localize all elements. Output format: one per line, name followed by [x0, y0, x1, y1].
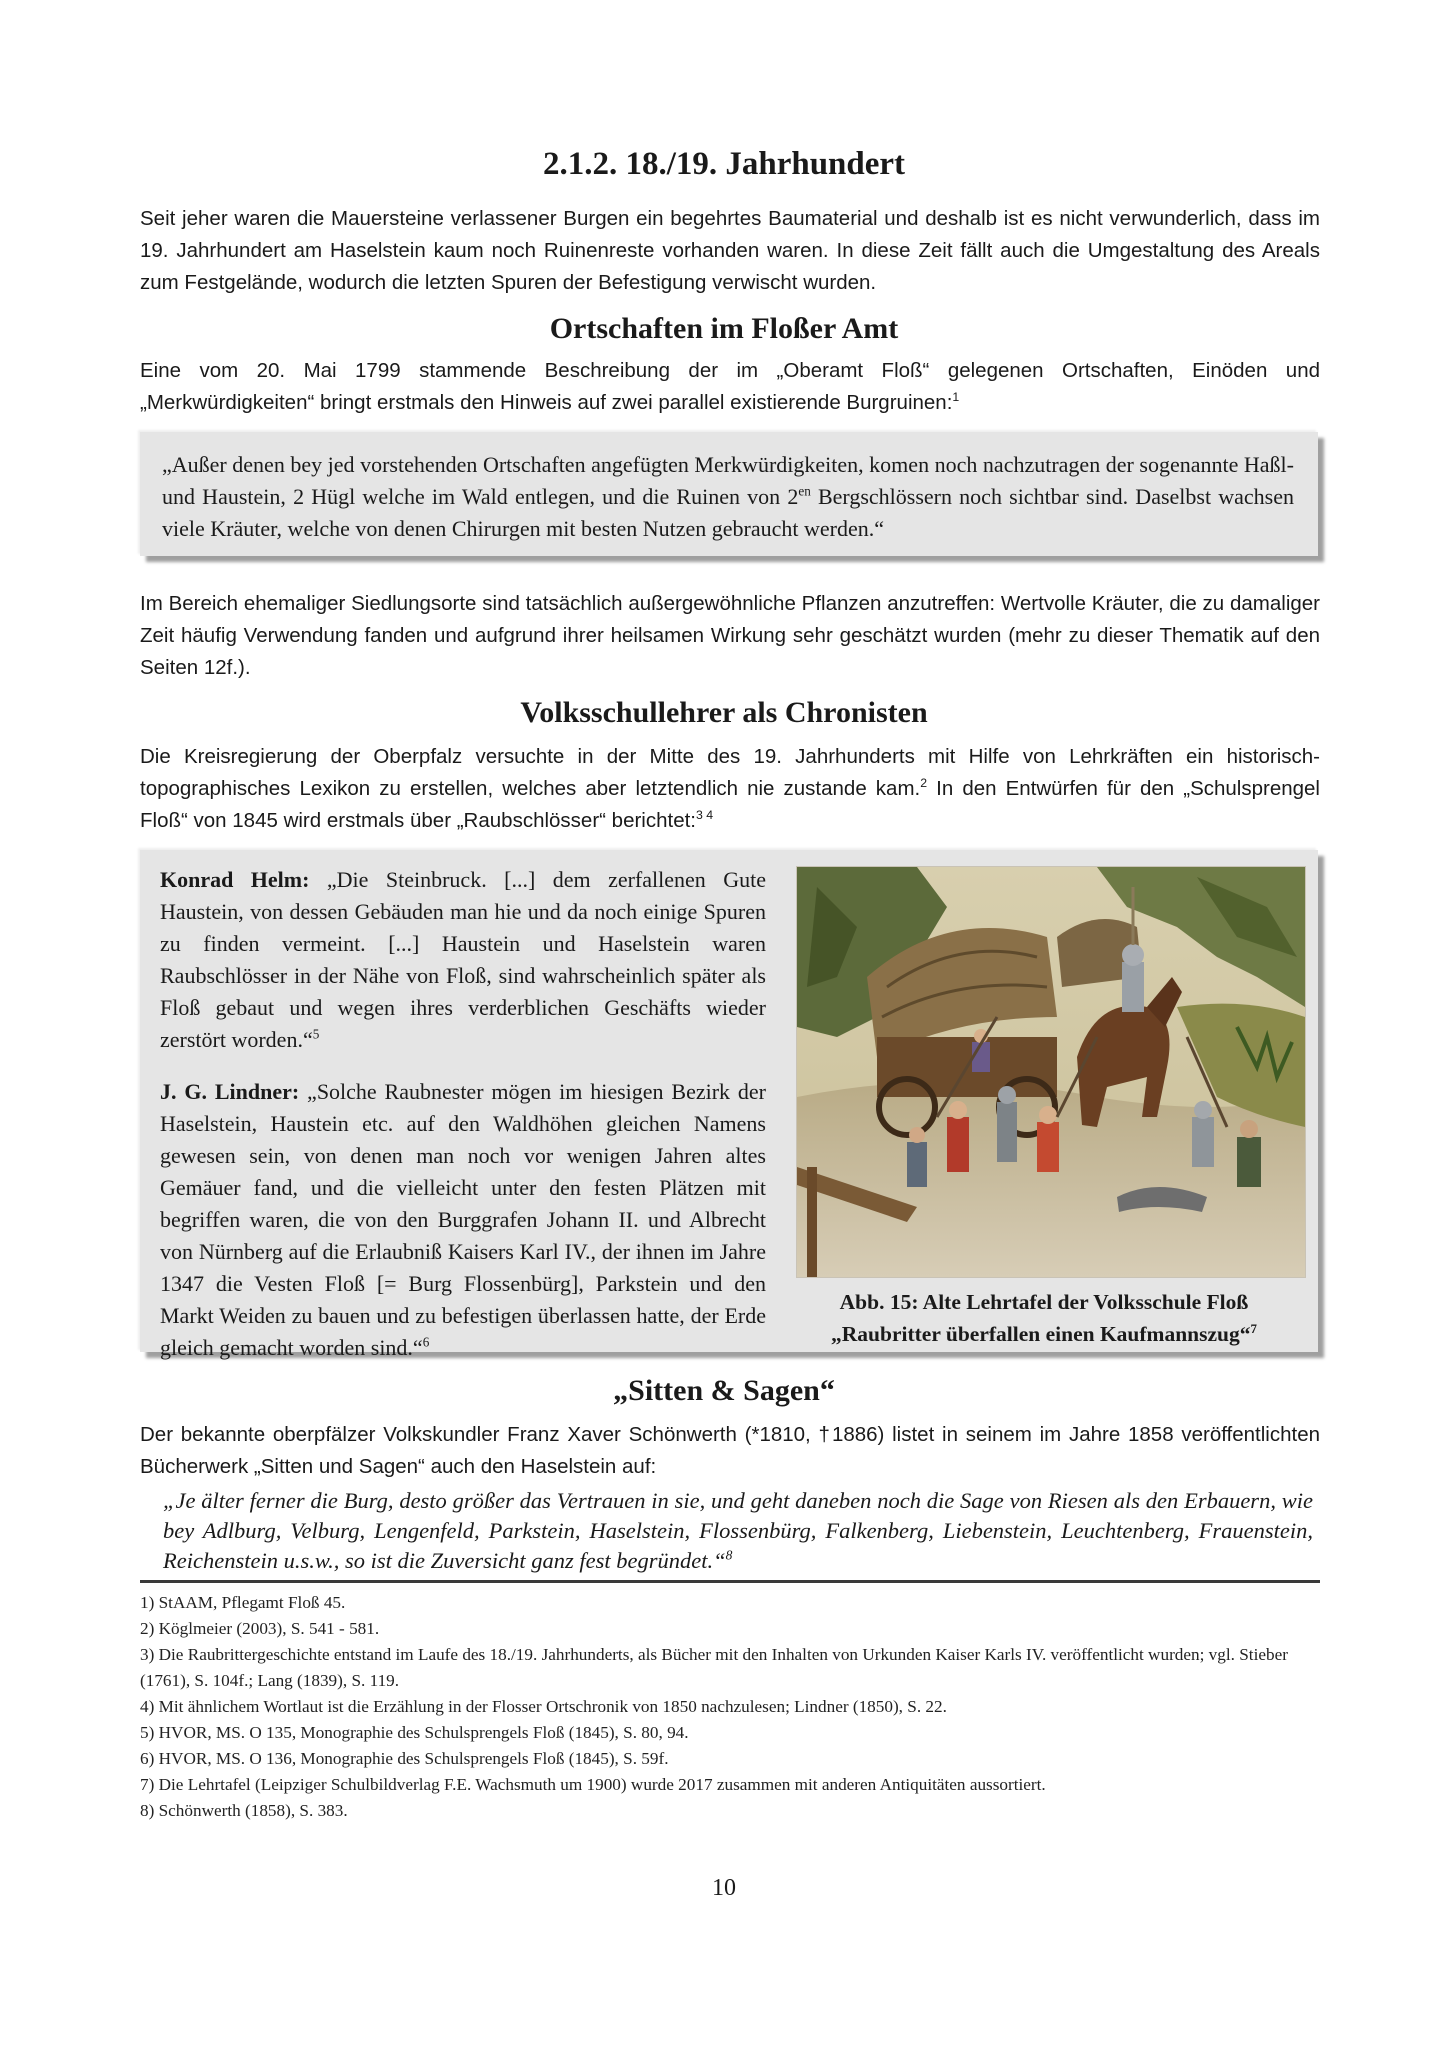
section-title-sitten-sagen: „Sitten & Sagen“ — [613, 1374, 835, 1407]
footnote-ref: 2 — [920, 776, 928, 791]
quote-helm: Konrad Helm: „Die Steinbruck. [...] dem zerfallenen Gute Haustein, von dessen Gebäuden man hie und da noch einige Spuren zu finden vermeint. [...] Haustein und Haselstein waren Raubschlösser in der Nähe von Floß, sind wahrscheinlich später als Floß gebaut und wegen ihres verderblichen Geschäfts wieder zerstört worden.“$^5$ — [160, 867, 766, 1052]
footnote-ref: 3 4 — [696, 808, 714, 823]
footnote-4: 4) Mit ähnlichem Wortlaut ist die Erzählung in der Flosser Ortschronik von 1850 nachzulesen; Lindner (1850), S. 22. — [140, 1697, 947, 1716]
intro-paragraph: Seit jeher waren die Mauersteine verlassener Burgen ein begehrtes Baumaterial und deshalb ist es nicht verwunderlich, dass im 19. Jahrhundert am Haselstein kaum noch Ruinenreste vorhanden waren. In diese Zeit fällt auch die Umgestaltung des Areals zum Festgelände, wodurch die letzten Spuren der Befestigung verwischt wurden. — [140, 207, 1320, 294]
footnote-3: 3) Die Raubrittergeschichte entstand im Laufe des 18./19. Jahrhunderts, als Bücher mit den Inhalten von Urkunden Kaiser Karls IV. veröffentlicht wurden; vgl. Stieber (1761), S. 104f.; Lang (1839), S. 119. — [140, 1645, 1288, 1690]
footnote-7: 7) Die Lehrtafel (Leipziger Schulbildverlag F.E. Wachsmuth um 1900) wurde 2017 zusammen mit anderen Antiquitäten aussortiert. — [140, 1775, 1046, 1794]
section-title-ortschaften: Ortschaften im Floßer Amt — [549, 312, 899, 345]
author-lindner: J. G. Lindner: — [160, 1079, 300, 1104]
section3-paragraph: Der bekannte oberpfälzer Volkskundler Franz Xaver Schönwerth (*1810, †1886) listet in seinem im Jahre 1858 veröffentlichten Bücherwerk „Sitten und Sagen“ auch den Haselstein auf: — [140, 1423, 1320, 1478]
illustration-image — [797, 867, 1305, 1277]
quote-box-chronisten — [140, 850, 1318, 1360]
section1-paragraph: Eine vom 20. Mai 1799 stammende Beschreibung der im „Oberamt Floß“ gelegenen Ortschaften, Einöden und „Merkwürdigkeiten“ bringt erstmals den Hinweis auf zwei parallel existierende Burgruinen:$^1$ — [140, 359, 1320, 414]
footnotes — [140, 1590, 1320, 1824]
footnote-6: 6) HVOR, MS. O 136, Monographie des Schulsprengels Floß (1845), S. 59f. — [140, 1749, 669, 1768]
footnote-8: 8) Schönwerth (1858), S. 383. — [140, 1801, 348, 1820]
quote-lindner: J. G. Lindner: „Solche Raubnester mögen im hiesigen Bezirk der Haselstein, Haustein etc. auf den Waldhöhen gleichen Namens gewesen sein, von denen man noch vor wenigen Jahren altes Gemäuer fand, und die vielleicht unter den festen Plätzen mit begriffen waren, die von den Burggrafen Johann II. und Albrecht von Nürnberg auf die Erlaubniß Kaisers Karl IV., der ihnen im Jahre 1347 die Vesten Floß [= Burg Flossenbürg], Parkstein und den Markt Weiden zu bauen und zu befestigen überlassen hatte, der Erde gleich gemacht worden sind.“$^6$ — [160, 1079, 766, 1360]
page-number: 10 — [712, 1875, 736, 1901]
section-title-volksschullehrer: Volksschullehrer als Chronisten — [520, 696, 928, 729]
illustration-raubritter — [796, 866, 1306, 1278]
quote-1799: „Außer denen bey jed vorstehenden Ortschaften angefügten Merkwürdigkeiten, komen noch nachzutragen der sogenannte Haßl- und Haustein, 2 Hügl welche im Wald entlegen, und die Ruinen von $2^{en}$ Bergschlössern noch sichtbar sind. Daselbst wachsen viele Kräuter, welche von denen Chirurgen mit besten Nutzen gebraucht werden.“ — [162, 452, 1294, 541]
quote-schoenwerth: „Je älter ferner die Burg, desto größer das Vertrauen in sie, und geht daneben noch die Sage von Riesen als den Erbauern, wie bey Adlburg, Velburg, Lengenfeld, Parkstein, Haselstein, Flossenbürg, Falkenberg, Liebenstein, Leuchtenberg, Frauenstein, Reichenstein u.s.w., so ist die Zuversicht ganz fest begründet.“$^8$ — [163, 1488, 1313, 1573]
footnote-ref: 1 — [952, 390, 960, 405]
quote-column — [160, 864, 766, 1364]
footnote-1: 1) StAAM, Pflegamt Floß 45. — [140, 1593, 346, 1612]
section1-after-paragraph: Im Bereich ehemaliger Siedlungsorte sind tatsächlich außergewöhnliche Pflanzen anzutreffen: Wertvolle Kräuter, die zu damaliger Zeit häufig Verwendung fanden und aufgrund ihrer heilsamen Wirkung sehr geschätzt wurden (mehr zu dieser Thematik auf den Seiten 12f.). — [140, 592, 1320, 679]
quote-box-1799 — [140, 432, 1318, 556]
page-title: 2.1.2. 18./19. Jahrhundert — [542, 146, 906, 182]
footnote-2: 2) Köglmeier (2003), S. 541 - 581. — [140, 1619, 380, 1638]
figure-caption — [770, 1286, 1318, 1350]
section2-paragraph: Die Kreisregierung der Oberpfalz versuchte in der Mitte des 19. Jahrhunderts mit Hilfe von Lehrkräften ein historisch-topographisches Lexikon zu erstellen, welches aber letztendlich nie zustande kam.$^2$ In den Entwürfen für den „Schulsprengel Floß“ von 1845 wird erstmals über „Raubschlösser“ berichtet:$^{3 4}$ — [140, 745, 1320, 832]
author-helm: Konrad Helm: — [160, 867, 310, 892]
footnote-divider — [140, 1580, 1320, 1583]
caption-line-1: Abb. 15: Alte Lehrtafel der Volksschule Floß — [839, 1290, 1249, 1314]
caption-line-2: „Raubritter überfallen einen Kaufmannszug“$^7$ — [831, 1321, 1257, 1346]
footnote-5: 5) HVOR, MS. O 135, Monographie des Schulsprengels Floß (1845), S. 80, 94. — [140, 1723, 689, 1742]
